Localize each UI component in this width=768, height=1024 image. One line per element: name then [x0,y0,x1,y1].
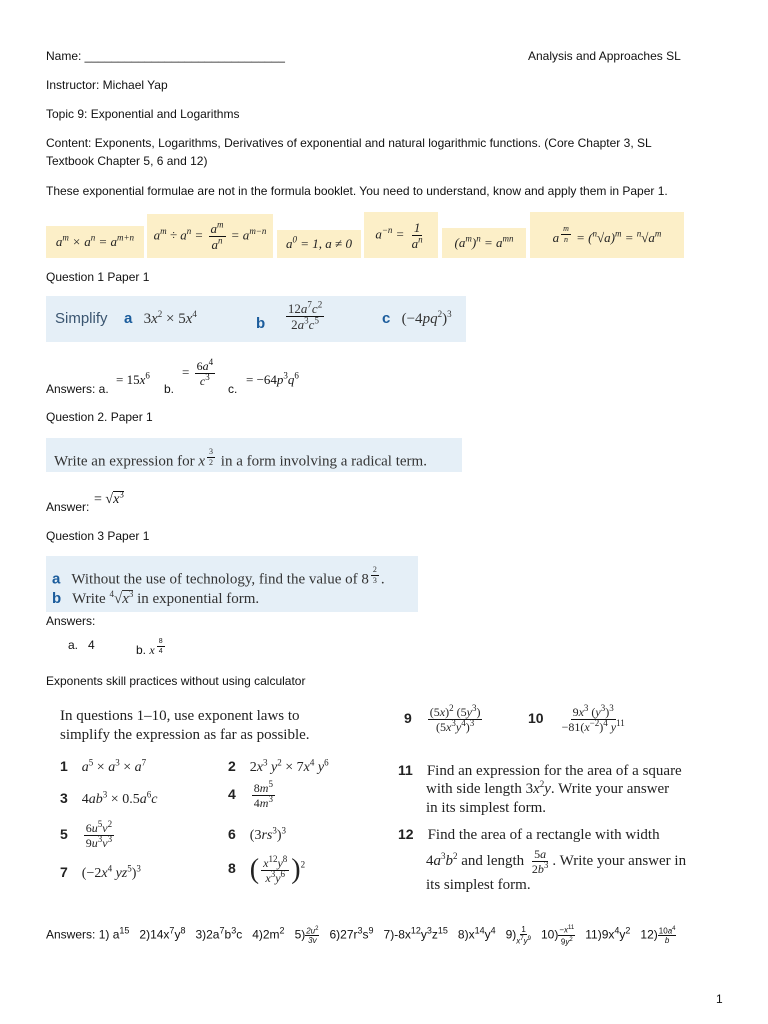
q12-line-2-after: . Write your answer in [552,852,687,869]
q11-line-2-after: . Write your answer [550,781,670,797]
instructor: Instructor: Michael Yap [46,78,168,92]
q12-line-2-mid: and length [461,852,525,869]
practice-answers: Answers: 1) $a^{15}$ $2)14x^7y^8$ $3)2a^7b^3c$ $4)2m^2$ 5) $\frac{2u^2}{3v}$ $6)27r^3s^9$ $7)-8x^{12}y^3z^{15}$ $8)x^{14}y^4$ 9) $\frac{1}{x^7y^9}$ 10) $\frac{-x^{11}}{9y^2}$ $11)9x^4y^2$ 12) $\frac{10a^4}{b}$ [46,924,676,947]
q3-a-label: a [52,570,61,588]
q3-b-text-after: in exponential form. [137,591,260,607]
q3-answer-a: a. 4 [68,638,95,652]
formula-quotient-rule: $a^m \div a^n$ = $\frac{a^m}{a^n}$ = $a^{m-n}$ [147,214,273,258]
exercise-10: 10 $\frac{9x^3 (y^3)^3}{-81(x^{-2})^4 y^{11}}$ [528,703,625,734]
formula-negative-exponent: $a^{-n}$ = $\frac{1}{a^n}$ [364,212,438,258]
q3-a-text: Without the use of technology, find the value of [71,571,358,588]
q1-part-b: b $\frac{12a^7c^2}{2a^3c^5}$ [256,299,323,332]
exercise-4: 4 $\frac{8m^5}{4m^3}$ [228,779,273,810]
practice-heading: Exponents skill practices without using calculator [46,674,306,688]
q1-answer-b: = $\frac{6a^4}{c^3}$ [182,357,214,388]
exercise-12: 12 Find the area of a rectangle with width [398,826,660,843]
q1-part-c: c $(-4pq^2)^3$ [382,309,452,327]
formula-note: These exponential formulae are not in the formula booklet. You need to understand, know and apply them in Paper 1. [46,184,668,198]
page-number: 1 [716,992,723,1006]
exercise-9: 9 $\frac{(5x)^2 (5y^3)}{(5x^3y^4)^3}$ [404,703,481,734]
q2-text-after: in a form involving a radical term. [220,453,427,470]
q1-answer-c: = $-64p^3q^6$ [246,370,299,387]
exercise-5: 5 $\frac{6u^5v^2}{9u^3v^3}$ [60,819,113,850]
practice-intro-line-1: In questions 1–10, use exponent laws to [60,708,300,724]
q2-answer: = $√x^3$ [94,489,124,507]
content-line-2: Textbook Chapter 5, 6 and 12) [46,154,208,168]
exercise-1: 1 $a^5 \times a^3 \times a^7$ [60,757,147,775]
question-2-heading: Question 2. Paper 1 [46,410,153,424]
q11-line-2-before: with side length [426,781,522,797]
q3-part-b: b Write $^4√x^3$ in exponential form. [52,589,260,607]
q3-answers-label: Answers: [46,614,96,628]
formula-zero-exponent: $a^0 = 1$, a ≠ 0 [277,230,361,258]
exercise-3: 3 $4ab^3 \times 0.5a^6c$ [60,789,158,807]
question-3-heading: Question 3 Paper 1 [46,529,150,543]
q1-b-label: b [256,314,266,332]
q1-part-a: a $3x^2 \times 5x^4$ [124,309,197,327]
q1-c-label: c [382,310,391,327]
q3-b-label: b [52,590,62,607]
exercise-12-line-3: its simplest form. [426,877,531,893]
exercise-12-line-2: $4a^3b^2$ and length $\frac{5a}{2b^3}$ . Write your answer in [426,847,687,876]
q11-line-1: Find an expression for the area of a square [426,763,682,779]
q12-line-1: Find the area of a rectangle with width [427,827,660,843]
exercise-7: 7 ($-2x^4$ $yz^5)^3$ [60,863,141,881]
simplify-label: Simplify [55,310,108,327]
exercise-2: 2 $2x^3$ $y^2 \times 7x^4$ $y^6$ [228,757,329,775]
question-1-heading: Question 1 Paper 1 [46,270,150,284]
q1-a-label: a [124,310,133,327]
q3-answer-b: b. x $^{\frac{8}{4}}$ [136,638,163,657]
q1-answers-label: Answers: a. [46,382,109,396]
q3-answer-b-label: b. [136,642,147,657]
q1-answer-c-label: c. [228,382,238,396]
name-field-label: Name: ______________________________ [46,49,285,63]
content-line-1: Content: Exponents, Logarithms, Derivatives of exponential and natural logarithmic functions. (Core Chapter 3, SL [46,136,652,150]
formula-fractional-exponent: a $^{\frac{m}{n}}$ = $(^n√a)^m = ^n√a^m$ [530,212,684,258]
q2-answer-label: Answer: [46,500,90,514]
course-title: Analysis and Approaches SL [528,49,681,63]
exercise-6: 6 $(3rs^3)^3$ [228,825,287,843]
q3-part-a: a Without the use of technology, find the value of 8 $^{\frac{2}{3}}$ . [52,565,385,588]
practice-answers-label: Answers: [46,927,96,942]
exercise-8: 8 ( $\frac{x^{12}y^8}{x^3y^6}$ )$^2$ [228,853,306,885]
question-2-text: Write an expression for x $^{\frac{3}{2}}$ in a form involving a radical term. [54,447,427,470]
exercise-11-line-2: with side length $3x^2y$. Write your answer [426,779,670,797]
q1-answer-a: = $15x^6$ [116,370,150,387]
q2-text-before: Write an expression for [54,453,195,470]
formula-power-rule: $(a^m)^n = a^{mn}$ [442,228,526,258]
q1-answer-b-label: b. [164,382,175,396]
q3-b-text-before: Write [72,591,106,607]
practice-intro-line-2: simplify the expression as far as possible. [60,727,310,743]
formula-product-rule: $a^m \times a^n = a^{m+n}$ [46,226,144,258]
topic: Topic 9: Exponential and Logarithms [46,107,240,121]
exercise-11-line-3: in its simplest form. [426,800,546,816]
exercise-11: 11 Find an expression for the area of a square [398,762,682,779]
